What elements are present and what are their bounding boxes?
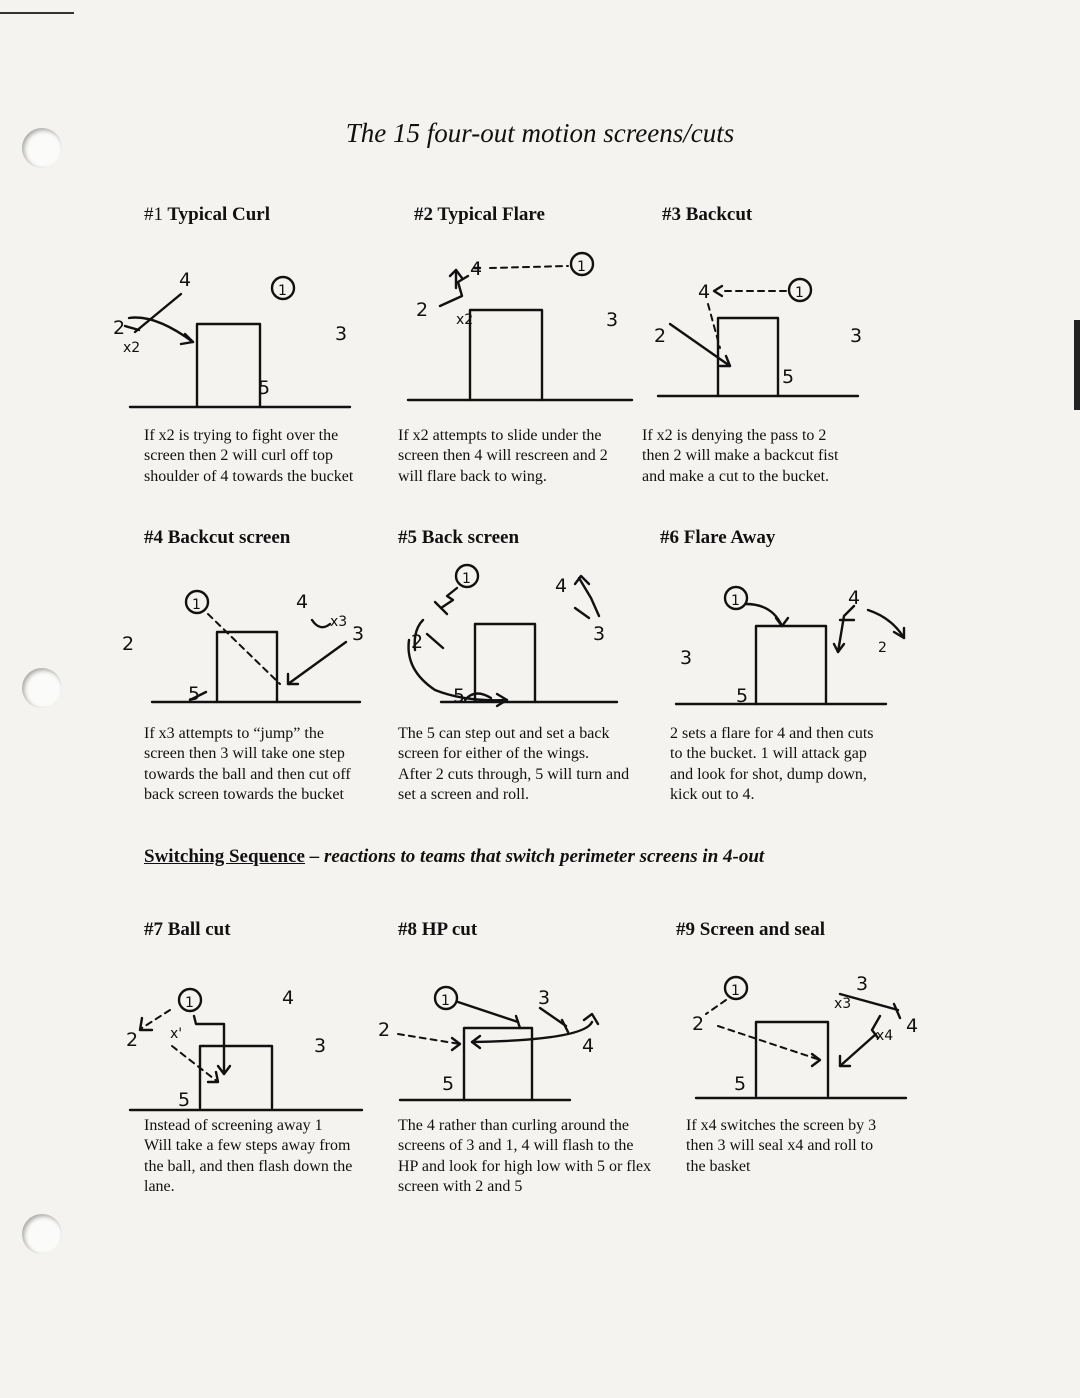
play-title-2: #2 Typical Flare (414, 204, 545, 225)
svg-text:3: 3 (850, 325, 863, 347)
play-description-8: The 4 rather than curling around the screens of 3 and 1, 4 will flash to the HP and look for high low with 5 or flex screen with 2 and 5 (398, 1117, 652, 1195)
svg-text:2: 2 (126, 1029, 139, 1051)
play-description-7: Instead of screening away 1 Will take a few steps away from the ball, and then flash down the lane. (144, 1117, 353, 1195)
diagram-hp-cut (370, 980, 620, 1106)
play-title-8: #8 HP cut (398, 919, 478, 940)
svg-text:2: 2 (416, 299, 429, 321)
punch-hole (22, 668, 62, 708)
svg-text:x2: x2 (456, 312, 474, 328)
svg-text:4: 4 (906, 1015, 919, 1037)
svg-text:4: 4 (582, 1035, 595, 1057)
svg-text:1: 1 (462, 571, 471, 587)
play-description-6: 2 sets a flare for 4 and then cuts to the bucket. 1 will attack gap and look for shot, dump down, kick out to 4. (670, 725, 874, 803)
svg-text:x': x' (170, 1026, 183, 1042)
svg-text:4: 4 (698, 281, 711, 303)
svg-text:1: 1 (185, 995, 194, 1011)
svg-text:4: 4 (179, 269, 192, 291)
svg-text:3: 3 (538, 987, 551, 1009)
play-description-3: If x2 is denying the pass to 2 then 2 will make a backcut fist and make a cut to the bucket. (642, 427, 839, 485)
svg-text:5: 5 (734, 1073, 747, 1095)
play-description-9: If x4 switches the screen by 3 then 3 will seal x4 and roll to the basket (686, 1117, 877, 1175)
play-description-5: The 5 can step out and set a back screen for either of the wings. After 2 cuts through, 5 will turn and set a screen and roll. (398, 725, 630, 803)
svg-text:4: 4 (555, 575, 568, 597)
play-title-1: #1 Typical Curl (144, 204, 270, 225)
play-title-4: #4 Backcut screen (144, 527, 291, 548)
play-title-7: #7 Ball cut (144, 919, 231, 940)
play-title-5: #5 Back screen (398, 527, 520, 548)
diagram-ball-cut (112, 978, 382, 1112)
svg-text:2: 2 (411, 631, 424, 653)
switching-sequence-heading: Switching Sequence – reactions to teams that switch perimeter screens in 4-out (144, 846, 765, 867)
svg-text:4: 4 (296, 591, 309, 613)
svg-text:1: 1 (795, 285, 804, 301)
diagram-back-screen (395, 560, 640, 710)
play-description-1: If x2 is trying to fight over the screen then 2 will curl off top shoulder of 4 towards the bucket (144, 427, 354, 485)
svg-text:5: 5 (453, 685, 466, 707)
svg-text:2: 2 (654, 325, 667, 347)
punch-hole (22, 1214, 62, 1254)
svg-text:4: 4 (282, 987, 295, 1009)
svg-text:1: 1 (731, 983, 740, 999)
diagram-typical-flare (400, 248, 660, 410)
svg-text:x4: x4 (876, 1028, 894, 1044)
diagram-flare-away (660, 580, 910, 710)
scan-edge-mark (1074, 320, 1080, 410)
svg-text:3: 3 (314, 1035, 327, 1057)
svg-text:5: 5 (258, 377, 271, 399)
svg-text:2: 2 (378, 1019, 391, 1041)
svg-text:5: 5 (782, 366, 795, 388)
svg-text:5: 5 (178, 1089, 191, 1111)
play-title-6: #6 Flare Away (660, 527, 776, 548)
svg-text:x2: x2 (123, 340, 141, 356)
svg-text:3: 3 (606, 309, 619, 331)
svg-text:3: 3 (335, 323, 348, 345)
svg-text:1: 1 (731, 593, 740, 609)
svg-text:2: 2 (878, 640, 887, 656)
svg-text:1: 1 (441, 993, 450, 1009)
svg-text:2: 2 (122, 633, 135, 655)
svg-text:4: 4 (848, 587, 861, 609)
svg-text:x3: x3 (834, 996, 852, 1012)
svg-text:1: 1 (278, 283, 287, 299)
svg-text:3: 3 (856, 973, 869, 995)
svg-text:3: 3 (593, 623, 606, 645)
svg-text:1: 1 (577, 259, 586, 275)
svg-text:5: 5 (442, 1073, 455, 1095)
svg-text:2: 2 (113, 317, 126, 339)
diagram-backcut-screen (112, 580, 384, 710)
play-title-9: #9 Screen and seal (676, 919, 826, 940)
page-title: The 15 four-out motion screens/cuts (345, 118, 735, 148)
svg-text:5: 5 (188, 683, 201, 705)
diagram-screen-and-seal (680, 970, 940, 1108)
svg-text:5: 5 (736, 685, 749, 707)
svg-text:3: 3 (352, 623, 365, 645)
play-description-2: If x2 attempts to slide under the screen then 4 will rescreen and 2 will flare back to wing. (398, 427, 608, 485)
svg-text:3: 3 (680, 647, 693, 669)
play-description-4: If x3 attempts to “jump” the screen then 3 will take one step towards the ball and then cut off back screen towards the bucket (144, 725, 351, 803)
svg-text:2: 2 (692, 1013, 705, 1035)
diagram-typical-curl (105, 262, 385, 412)
svg-text:x3: x3 (330, 614, 348, 630)
diagram-backcut (650, 268, 885, 404)
svg-text:4: 4 (470, 258, 483, 280)
svg-text:1: 1 (192, 597, 201, 613)
scan-mark (0, 12, 74, 14)
play-title-3: #3 Backcut (662, 204, 753, 225)
